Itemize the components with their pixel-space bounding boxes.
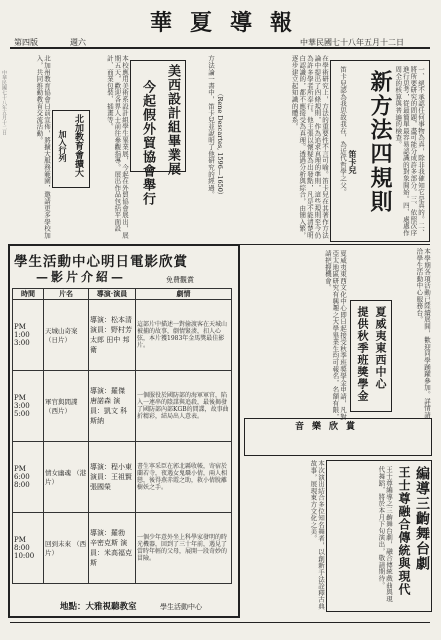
row-time: PM 3:00 5:00 — [13, 371, 44, 442]
table-row — [13, 300, 232, 371]
margin-side-note: 中華民國七十八年五月十二日 — [1, 70, 7, 135]
new-method-title: 新方法四規則 — [367, 70, 393, 214]
movie-box-title: 學生活動中心明日電影欣賞 — [14, 254, 188, 270]
lower-right-body-1: 本學期各項活動已陸續展開，歡迎同學踴躍參加。詳情請洽學生活動中心服務台。 — [415, 248, 431, 418]
col-header-time: 時間 — [13, 289, 44, 300]
table-row — [13, 442, 232, 513]
article-body-center: 在學術研究上，方法的重要性不言可喻。笛卡兒在其著作方法論中提出了四條規則，作為追求真理的準則，這些規則至今仍為許多學者所奉行。他主張以懷疑為出發點，凡是不能清楚明白認識的，都不應接受為真理。透過分析與綜合，由簡入繁，逐步建立起知識的體系。 — [290, 55, 329, 239]
row-film: 情女幽魂 （港片） — [44, 442, 89, 513]
movie-footer-organizer: 學生活動中心 — [160, 603, 202, 611]
masthead: 華夏導報 — [150, 11, 311, 36]
descartes-note: （Rene Descartes, 1596—1650） — [216, 90, 224, 199]
movie-box-note: 免費觀賞 — [166, 276, 194, 284]
row-time: PM 8:00 10:00 — [13, 513, 44, 584]
table-row — [13, 371, 232, 442]
dance-drama-body: 王士尊編導之三齣舞台劇，融合傳統戲曲與現代舞蹈，將於本月下旬演出，敬請期待。 — [377, 466, 393, 602]
masthead-rule — [10, 47, 430, 49]
row-roles: 導演：程小東 演員：王祖賢 張國榮 — [89, 442, 136, 513]
section-divider — [240, 244, 430, 245]
new-method-body-2: 笛卡兒認為我思故我在，為近代哲學之父。 — [339, 66, 347, 196]
row-roles: 導演：松本清 演員：野村芳 太郎 田中 邦衛 — [89, 300, 136, 371]
summer-camp-title: 夏威夷東西中心 — [374, 306, 387, 390]
left-column-body: 北加州教育協會日前宣佈，將擴大服務範圍，邀請更多學校加入，共同推動教育交流活動。 — [35, 55, 51, 239]
row-plot: 一個服役於國防部的海軍軍官，陷入一連串的陰謀與追殺，最後揭發了國防部內部KGB的間諜，故事曲折精彩，結局出人意表。 — [136, 371, 232, 442]
row-film: 回到未來 （西片） — [44, 513, 89, 584]
article-body-center-2: 方法論一書中，笛卡兒並說明了他研究的經過。 — [207, 55, 215, 198]
header-date: 中華民國七十八年五月十二日 — [300, 38, 404, 47]
design-grad-body: 本校應用美術系設計組學生畢業展，今起在外貿協會展出，展期五天，歡迎各界人士前往參觀指導。展出作品包括平面設計、商業包裝、插畫等。 — [105, 55, 129, 239]
summer-camp-subtitle: 提供秋季班獎學金 — [356, 306, 369, 402]
row-plot: 一個少年意外坐上科學家發明的時光機器，回到了三十年前，遇見了當時年輕的父母，展開一段奇妙的冒險。 — [136, 513, 232, 584]
dance-drama-subtitle: 編導三齣舞台劇 — [414, 466, 430, 571]
row-film: 軍官與間諜 （西片） — [44, 371, 89, 442]
row-time: PM 6:00 8:00 — [13, 442, 44, 513]
row-film: 天城山奇案 （日片） — [44, 300, 89, 371]
movie-box-subtitle: —影片介紹— — [36, 270, 127, 284]
design-grad-title: 美西設計組畢業展 — [165, 64, 180, 176]
issue-label: 週六 — [70, 38, 86, 47]
north-education-title: 北加教育會擴大 — [73, 114, 83, 177]
new-method-author: 笛卡兒 — [348, 150, 358, 174]
design-grad-subtitle: 今起假外貿協會舉行 — [140, 80, 155, 206]
col-header-film: 片名 — [44, 289, 89, 300]
row-roles: 導演：羅傑 唐諾森 演員：凱文 科斯納 — [89, 371, 136, 442]
row-plot: 書生寧采臣在郭北縣收帳，寄宿於蘭若寺，夜遇女鬼聶小倩，兩人相戀，後得燕赤霞之助，救小倩脫離樹妖之手。 — [136, 442, 232, 513]
row-plot: 這部片中描述一對偷渡客在天城山被捕的故事，劇情緊湊，扣人心弦，本片獲1983年金馬獎最佳影片。 — [136, 300, 232, 371]
movie-schedule-table — [12, 288, 232, 584]
row-roles: 導演：羅勃 辛密克斯 演員：米高福克斯 — [89, 513, 136, 584]
col-header-plot: 劇情 — [136, 289, 232, 300]
table-header-row — [13, 289, 232, 300]
lower-right-body-2: 夏威夷東西文化中心即日起接受秋季班獎學金申請，凡對亞太地區研究有興趣之大學畢業生均可報名，名額有限，請把握機會。 — [323, 250, 347, 420]
col-header-roles: 導演·演員 — [89, 289, 136, 300]
new-method-body: 一、絕不承認任何事物為真，除非我確知它是真的。二、將所要研究的問題，盡可能分成許多部分。三、依照次序進行思考，從最簡單最容易認識的對象開始。四、處處作周全的核算與普遍的檢查。 — [394, 66, 425, 236]
dance-drama-title: 王士尊融合傳統與現代 — [397, 466, 411, 596]
music-notice-title: 音樂欣賞 — [295, 422, 364, 432]
row-time: PM 1:00 3:00 — [13, 300, 44, 371]
north-education-subtitle: 加入行列 — [58, 130, 68, 162]
table-row — [13, 513, 232, 584]
bottom-rule — [10, 622, 430, 623]
movie-footer-location: 地點：大雅視聽教室 — [60, 602, 137, 612]
page-label: 第四版 — [14, 38, 38, 47]
lower-center-body: 本次演出結合多位知名舞者，以創新手法詮釋古典故事，展現東方文化之美。 — [309, 460, 325, 610]
